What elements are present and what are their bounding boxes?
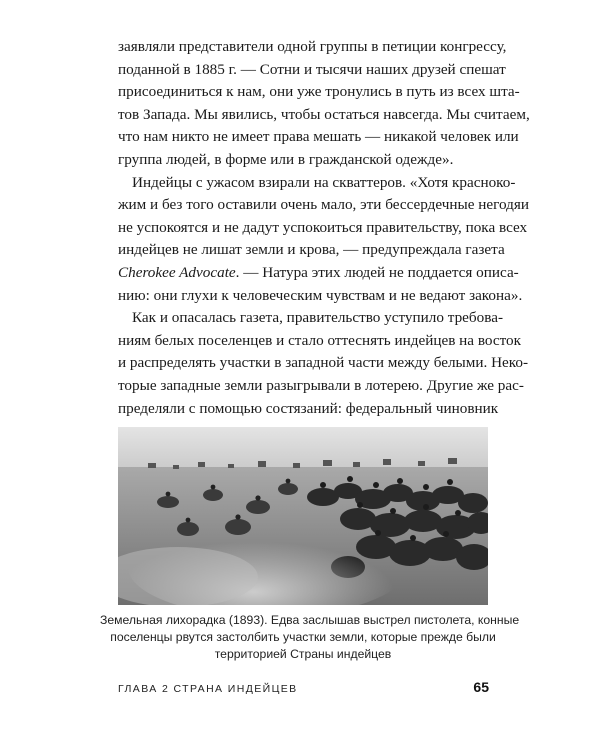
paragraph-1 xyxy=(118,36,530,172)
text-line: пределяли с помощью состязаний: федеральный чиновник xyxy=(118,399,499,417)
text-line: группа людей, в форме или в гражданской одежде». xyxy=(118,150,454,168)
text-line: не успокоятся и не дадут успокоиться правительству, пока всех xyxy=(118,218,528,236)
page-number: 65 xyxy=(473,679,489,695)
paragraph-3 xyxy=(118,307,529,420)
land-rush-photo xyxy=(118,427,488,605)
text-line: поданной в 1885 г. — Сотни и тысячи наших друзей спешат xyxy=(118,60,506,78)
text-line: торые западные земли разыгрывали в лотерею. Другие же рас- xyxy=(118,376,524,394)
photo-caption xyxy=(100,612,520,663)
main-text xyxy=(118,36,530,420)
caption-line: Земельная лихорадка (1893). Едва заслышав выстрел пистолета, конные xyxy=(100,613,520,627)
text-line: и распределять участки в западной части между белыми. Неко- xyxy=(118,354,529,372)
text-line: что нам никто не имеет права мешать — никакой человек или xyxy=(118,128,519,146)
text-line: Как и опасалась газета, правительство уступило требова- xyxy=(132,309,504,327)
caption-line: территорией Страны индейцев xyxy=(214,647,392,661)
text-line: тов Запада. Мы явились, чтобы остаться навсегда. Мы считаем, xyxy=(118,105,530,123)
text-line: индейцев не лишат земли и крова, — предупреждала газета xyxy=(118,241,505,259)
text-line: нию: они глухи к человеческим чувствам и не ведают закона». xyxy=(118,286,523,304)
text-line: ниям белых поселенцев и стало оттеснять индейцев на восток xyxy=(118,331,522,349)
text-fragment: . — Натура этих людей не поддается описа- xyxy=(235,263,519,281)
text-line-with-italic xyxy=(118,262,519,285)
text-line: жим и без того оставили очень мало, эти бессердечные негодяи xyxy=(118,196,529,214)
photo-illustration xyxy=(118,427,488,605)
paragraph-2 xyxy=(118,172,529,308)
text-line: Индейцы с ужасом взирали на скваттеров. «Хотя красноко- xyxy=(132,173,516,191)
caption-line: поселенцы рвутся застолбить участки земли, которые прежде были xyxy=(110,630,496,644)
text-line: заявляли представители одной группы в петиции конгрессу, xyxy=(118,38,507,55)
newspaper-name: Cherokee Advocate xyxy=(118,263,236,281)
running-footer-chapter: ГЛАВА 2 СТРАНА ИНДЕЙЦЕВ xyxy=(118,683,298,695)
text-line: присоединиться к нам, они уже тронулись в путь из всех шта- xyxy=(118,83,520,101)
